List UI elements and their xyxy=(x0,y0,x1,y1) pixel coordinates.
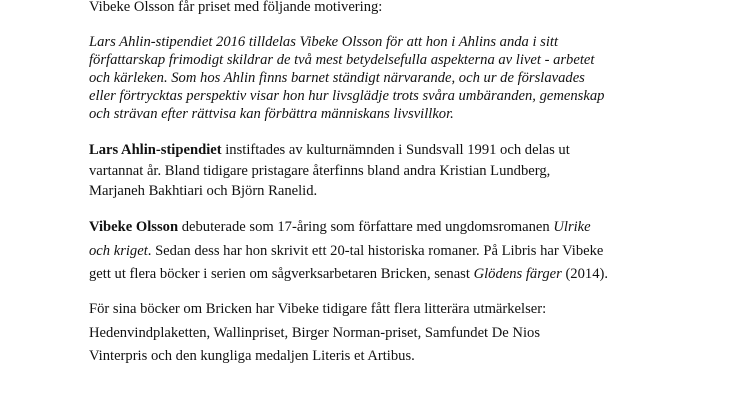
awards-line: För sina böcker om Bricken har Vibeke tidigare fått flera litterära utmärkelser: xyxy=(89,301,547,317)
stipend-text: instiftades av kulturnämnden i Sundsvall 1991 och delas ut xyxy=(221,142,570,158)
author-text: (2014). xyxy=(561,266,609,282)
book-title: och kriget xyxy=(89,242,148,259)
motivation-line: författarskap frimodigt skildrar de två mest betydelsefulla aspekterna av livet - arbetet xyxy=(89,52,595,68)
stipend-line: Marjaneh Bakhtiari och Björn Ranelid. xyxy=(89,183,318,199)
stipend-line: vartannat år. Bland tidigare pristagare återfinns bland andra Kristian Lundberg, xyxy=(89,162,551,179)
awards-line: Vinterpris och den kungliga medaljen Literis et Artibus. xyxy=(89,348,415,364)
author-paragraph xyxy=(89,216,608,287)
motivation-line: Lars Ahlin-stipendiet 2016 tilldelas Vibeke Olsson för att hon i Ahlins anda i sitt xyxy=(89,34,559,50)
author-line xyxy=(89,216,608,240)
motivation-quote xyxy=(89,33,604,123)
intro-paragraph: Vibeke Olsson får priset med följande motivering: xyxy=(89,0,383,15)
motivation-line: eller förtrycktas perspektiv visar hon hur livsglädje trots svåra umbäranden, gemenskap xyxy=(89,88,605,104)
stipend-name: Lars Ahlin-stipendiet xyxy=(89,142,222,158)
author-text: . Sedan dess har hon skrivit ett 20-tal historiska romaner. På Libris har Vibeke xyxy=(147,242,604,259)
stipend-paragraph xyxy=(89,140,570,202)
awards-line: Hedenvindplaketten, Wallinpriset, Birger Norman-priset, Samfundet De Nios xyxy=(89,324,540,341)
author-name: Vibeke Olsson xyxy=(89,219,179,235)
author-text: gett ut flera böcker i serien om sågverksarbetaren Bricken, senast xyxy=(89,266,474,282)
author-line xyxy=(89,240,608,264)
author-text: debuterade som 17-åring som författare med ungdomsromanen xyxy=(178,219,554,235)
motivation-line: och kärleken. Som hos Ahlin finns barnet ständigt närvarande, och ur de förslavades xyxy=(89,70,585,86)
motivation-line: och strävan efter rättvisa kan förbättra människans livsvillkor. xyxy=(89,106,454,122)
stipend-line xyxy=(89,140,570,161)
author-line xyxy=(89,263,608,287)
awards-paragraph xyxy=(89,298,546,369)
book-title: Ulrike xyxy=(553,219,591,235)
book-title: Glödens färger xyxy=(473,266,562,282)
